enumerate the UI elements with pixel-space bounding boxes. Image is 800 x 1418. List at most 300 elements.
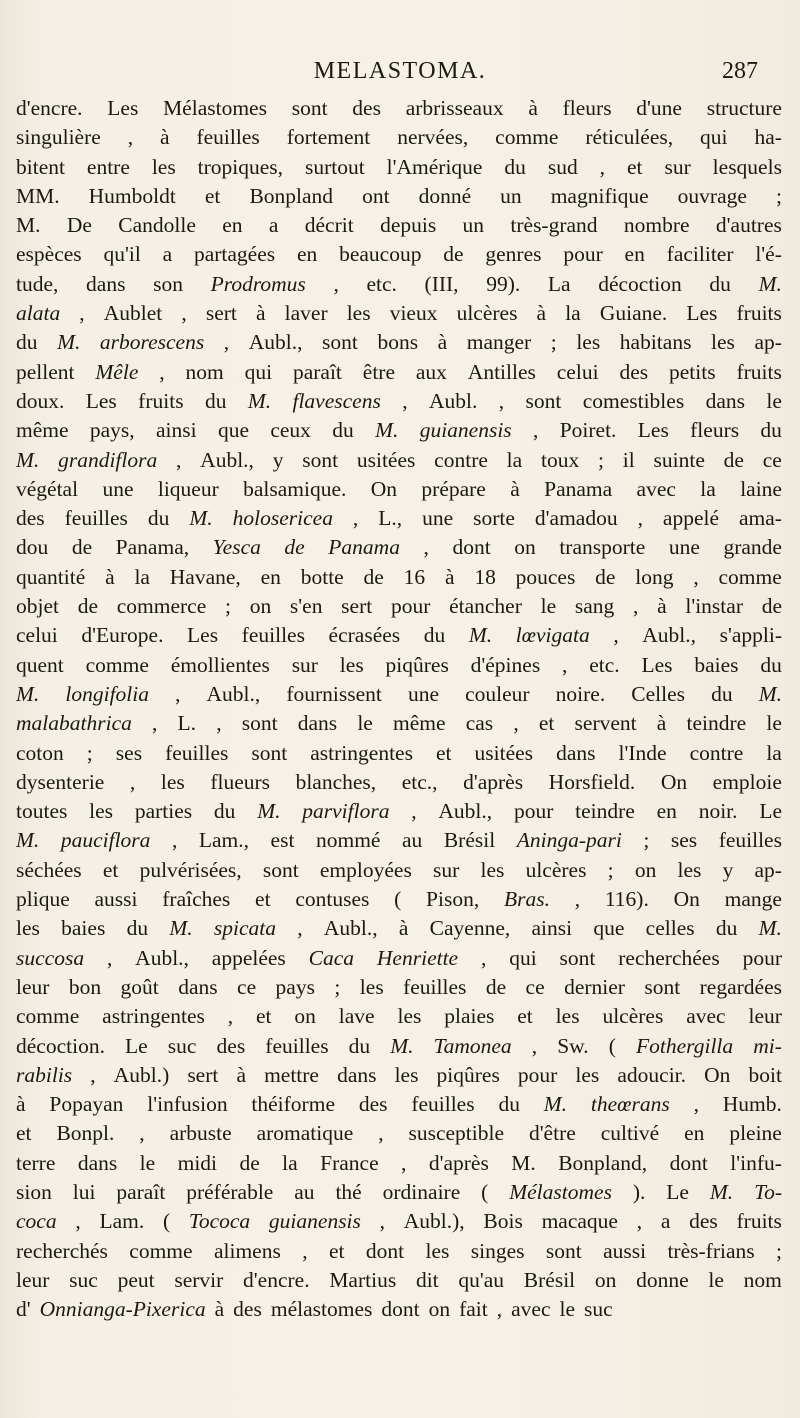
word: pour xyxy=(390,594,431,619)
word: une xyxy=(668,535,700,560)
word: ainsi xyxy=(156,418,197,443)
word: commerce xyxy=(116,594,207,619)
word: très-grand xyxy=(510,213,598,238)
word: , xyxy=(227,1004,234,1029)
word: Guiane. xyxy=(599,301,668,326)
text-line xyxy=(16,94,782,123)
word: on xyxy=(249,594,272,619)
word: comme xyxy=(16,1004,80,1029)
word: des xyxy=(16,506,45,531)
word: , xyxy=(533,418,539,443)
word: pour xyxy=(513,799,554,824)
word: aux xyxy=(415,359,447,384)
word: , xyxy=(613,623,619,648)
word: pays, xyxy=(89,418,135,443)
word: employées xyxy=(319,857,412,882)
word: de xyxy=(77,594,99,619)
word: ce xyxy=(525,974,545,999)
word: De xyxy=(66,213,92,238)
word: les xyxy=(346,301,371,326)
word: , xyxy=(423,535,429,560)
text-line xyxy=(16,416,782,445)
word: paraît xyxy=(292,359,342,384)
word: d'Europe. xyxy=(81,623,164,648)
word: parties xyxy=(134,799,193,824)
word: dou xyxy=(16,535,49,560)
word: pellent xyxy=(16,359,75,384)
word: 16 xyxy=(403,564,426,589)
word: emploie xyxy=(712,769,782,794)
text-line xyxy=(16,533,782,562)
word: d'amadou xyxy=(534,506,618,531)
word: Aublet xyxy=(103,301,163,326)
word: ses xyxy=(670,828,698,853)
word: les xyxy=(677,857,702,882)
word: de xyxy=(363,564,384,589)
word: Aubl. xyxy=(428,388,478,413)
word: d' xyxy=(16,1297,31,1322)
italic-word: M. xyxy=(16,681,40,706)
word: ce xyxy=(762,447,782,472)
word: transporte xyxy=(559,535,646,560)
word: Mélastomes xyxy=(163,96,267,120)
word: d'être xyxy=(528,1121,576,1146)
word: au xyxy=(402,828,423,853)
word: les xyxy=(425,1238,450,1263)
word: lesquels xyxy=(712,154,782,179)
word: flueurs xyxy=(210,769,271,794)
word: en xyxy=(684,1121,705,1146)
word: entre xyxy=(86,154,130,179)
word: qui xyxy=(509,945,537,970)
word: sert xyxy=(205,301,237,326)
word: y xyxy=(722,857,734,882)
word: nom xyxy=(185,359,224,384)
word: l'é- xyxy=(755,242,782,267)
word: réticulées, xyxy=(585,125,674,150)
word: M. xyxy=(16,213,41,238)
word: pour xyxy=(742,945,782,970)
word: d'encre. xyxy=(16,96,83,120)
word: Bonpl. xyxy=(56,1121,115,1146)
italic-word: M. xyxy=(375,418,399,443)
word: , xyxy=(223,330,230,355)
word: feuilles xyxy=(265,1033,329,1058)
word: susceptible xyxy=(408,1121,505,1146)
italic-word: Henriette xyxy=(376,945,459,970)
word: , xyxy=(562,652,568,677)
word: sont xyxy=(545,1238,582,1263)
word: Le xyxy=(759,799,782,824)
word: dont xyxy=(669,1150,708,1175)
text-line xyxy=(16,358,782,387)
word: contuses xyxy=(295,887,370,912)
word: botte xyxy=(300,564,344,589)
italic-word: M. xyxy=(169,916,193,941)
word: sur xyxy=(664,154,691,179)
word: recherchés xyxy=(16,1238,108,1263)
word: ont xyxy=(362,183,390,208)
word: feuilles xyxy=(403,974,467,999)
italic-word: To- xyxy=(754,1179,782,1204)
word: nommé xyxy=(315,828,381,853)
word: du xyxy=(204,388,227,413)
word: à xyxy=(236,1062,246,1087)
word: , xyxy=(90,1062,96,1087)
word: ). xyxy=(632,1179,646,1204)
word: sont xyxy=(644,974,681,999)
word: en xyxy=(260,564,281,589)
text-line xyxy=(16,944,782,973)
word: du xyxy=(213,799,236,824)
word: de xyxy=(485,974,507,999)
word: l'instar xyxy=(685,594,743,619)
italic-word: lœvigata xyxy=(515,623,590,648)
word: des xyxy=(689,1209,718,1234)
word: nervées, xyxy=(397,125,469,150)
word: ap- xyxy=(754,857,782,882)
word: baies xyxy=(61,916,106,941)
word: Le xyxy=(125,1033,148,1058)
text-line xyxy=(16,1295,782,1324)
word: comme xyxy=(129,1238,193,1263)
word: les xyxy=(394,1062,419,1087)
word: séchées xyxy=(16,857,82,882)
word: , xyxy=(181,301,187,326)
word: très-frians xyxy=(667,1238,755,1263)
word: Aubl., xyxy=(206,681,261,706)
word: feuilles xyxy=(411,1092,475,1117)
word: macaque xyxy=(541,1209,618,1234)
word: leur xyxy=(16,974,50,999)
word: on xyxy=(634,857,657,882)
word: habitans xyxy=(619,330,692,355)
italic-word: guianensis xyxy=(268,1209,361,1234)
word: s'en xyxy=(289,594,323,619)
word: y xyxy=(272,447,284,472)
word: les xyxy=(555,1004,580,1029)
word: du xyxy=(16,330,38,355)
text-line xyxy=(16,504,782,533)
word: de xyxy=(239,1150,260,1175)
italic-word: M. xyxy=(16,447,40,472)
word: à xyxy=(528,96,538,120)
word: du xyxy=(498,1092,520,1117)
word: dont xyxy=(381,1297,420,1322)
word: adoucir. xyxy=(617,1062,687,1087)
word: ; xyxy=(224,594,231,619)
word: comme xyxy=(718,564,782,589)
word: tude, xyxy=(16,271,59,296)
word: on xyxy=(428,1297,451,1322)
word: On xyxy=(673,887,700,912)
word: sud xyxy=(547,154,578,179)
word: fruits xyxy=(736,1209,782,1234)
word: celles xyxy=(645,916,695,941)
italic-word: theœrans xyxy=(590,1092,670,1117)
word: , xyxy=(636,1209,643,1234)
word: leur xyxy=(16,1267,50,1292)
word: Aubl.), xyxy=(403,1209,465,1234)
word: Panama xyxy=(544,476,613,501)
word: avec xyxy=(686,1004,726,1029)
word: à xyxy=(398,916,409,941)
body-text xyxy=(16,94,782,1324)
word: Les xyxy=(637,418,669,443)
word: émollientes xyxy=(170,652,270,677)
word: de xyxy=(443,242,464,267)
word: , xyxy=(216,711,222,736)
word: mange xyxy=(724,887,782,912)
word: petits xyxy=(668,359,716,384)
word: le xyxy=(357,711,373,736)
italic-word: Tamonea xyxy=(433,1033,512,1058)
text-line xyxy=(16,446,782,475)
word: Aubl.) xyxy=(113,1062,170,1087)
italic-word: M. xyxy=(468,623,493,648)
word: de xyxy=(595,564,616,589)
word: liqueur xyxy=(157,476,219,501)
word: et xyxy=(16,1121,32,1146)
word: , xyxy=(480,945,487,970)
word: aussi xyxy=(94,887,138,912)
word: la xyxy=(700,476,716,501)
text-line xyxy=(16,153,782,182)
word: théiforme xyxy=(251,1092,335,1117)
word: Sw. xyxy=(557,1033,589,1058)
word: ainsi xyxy=(531,916,573,941)
text-line xyxy=(16,1032,782,1061)
word: contre xyxy=(689,740,744,765)
word: peut xyxy=(117,1267,155,1292)
text-line xyxy=(16,709,782,738)
word: objet xyxy=(16,594,59,619)
word: Poiret. xyxy=(559,418,617,443)
word: du xyxy=(711,681,733,706)
text-line xyxy=(16,240,782,269)
text-line xyxy=(16,270,782,299)
word: décoction xyxy=(598,271,682,296)
word: écrasées xyxy=(328,623,401,648)
word: On xyxy=(370,476,398,501)
word: donne xyxy=(636,1267,689,1292)
word: ses xyxy=(115,740,143,765)
word: les xyxy=(711,330,735,355)
word: du xyxy=(423,623,446,648)
italic-word: Mêle xyxy=(95,359,139,384)
word: ; xyxy=(775,183,782,208)
word: donné xyxy=(418,183,472,208)
text-line xyxy=(16,1061,782,1090)
word: etc. xyxy=(589,652,620,677)
word: avec xyxy=(636,476,676,501)
word: , xyxy=(139,1121,145,1146)
italic-word: M. xyxy=(390,1033,414,1058)
word: , xyxy=(637,506,643,531)
word: Bonpland, xyxy=(558,1150,648,1175)
word: singulière xyxy=(16,125,101,150)
word: Brésil xyxy=(523,1267,576,1292)
italic-word: Caca xyxy=(308,945,355,970)
word: quent xyxy=(16,652,64,677)
word: et xyxy=(102,857,119,882)
word: décrit xyxy=(304,213,354,238)
page-number: 287 xyxy=(722,58,758,84)
word: dysenterie xyxy=(16,769,105,794)
word: des xyxy=(352,96,381,120)
word: plique xyxy=(16,887,70,912)
word: dans xyxy=(705,388,745,413)
word: ; xyxy=(86,740,93,765)
word: , xyxy=(599,154,606,179)
text-line xyxy=(16,182,782,211)
italic-word: M. xyxy=(758,916,782,941)
word: sont xyxy=(322,330,358,355)
word: les xyxy=(160,769,185,794)
word: fait xyxy=(459,1297,488,1322)
italic-word: M. xyxy=(257,799,281,824)
word: Panama, xyxy=(115,535,190,560)
word: , xyxy=(401,1150,407,1175)
word: sont xyxy=(302,447,339,472)
text-line xyxy=(16,592,782,621)
word: bitent xyxy=(16,154,65,179)
italic-word: longifolia xyxy=(65,681,149,706)
header-title: MELASTOMA. xyxy=(313,58,487,84)
word: à xyxy=(160,125,170,150)
word: être xyxy=(362,359,395,384)
word: suc xyxy=(167,1033,197,1058)
italic-word: M. xyxy=(57,330,81,355)
word: suinte xyxy=(653,447,705,472)
word: l'Inde xyxy=(618,740,667,765)
word: surtout xyxy=(304,154,365,179)
word: teindre xyxy=(575,799,635,824)
word: fortement xyxy=(286,125,371,150)
word: cultivé xyxy=(600,1121,660,1146)
word: s'appli- xyxy=(719,623,782,648)
word: il xyxy=(622,447,635,472)
word: ; xyxy=(643,828,650,853)
word: que xyxy=(217,418,249,443)
word: son xyxy=(153,271,183,296)
word: à xyxy=(657,594,667,619)
italic-word: M. xyxy=(247,388,272,413)
word: 99). xyxy=(486,271,521,296)
word: a xyxy=(268,213,279,238)
text-line xyxy=(16,328,782,357)
word: végétal xyxy=(16,476,79,501)
text-line xyxy=(16,651,782,680)
word: fournissent xyxy=(286,681,382,706)
text-line xyxy=(16,680,782,709)
word: les xyxy=(480,857,505,882)
word: , xyxy=(496,1297,503,1322)
word: La xyxy=(547,271,571,296)
word: sont xyxy=(251,740,288,765)
word: ; xyxy=(334,974,341,999)
word: du xyxy=(332,418,354,443)
word: usitées xyxy=(356,447,416,472)
word: et xyxy=(435,740,452,765)
text-line xyxy=(16,1237,782,1266)
italic-word: malabathrica xyxy=(16,711,132,736)
word: dans xyxy=(77,1150,118,1175)
word: suc xyxy=(69,1267,98,1292)
word: Les xyxy=(641,652,673,677)
word: fruits xyxy=(138,388,184,413)
word: On xyxy=(660,769,688,794)
word: les xyxy=(359,974,384,999)
word: que xyxy=(593,916,625,941)
word: des xyxy=(619,359,649,384)
word: plaies xyxy=(444,1004,495,1029)
word: sur xyxy=(433,857,460,882)
text-line xyxy=(16,856,782,885)
word: Les xyxy=(187,623,219,648)
word: ( xyxy=(162,1209,171,1234)
text-line xyxy=(16,768,782,797)
word: du xyxy=(760,652,782,677)
word: , xyxy=(693,1092,699,1117)
word: ulcères xyxy=(525,857,587,882)
word: , xyxy=(378,1121,384,1146)
word: les xyxy=(575,1062,600,1087)
word: à xyxy=(105,564,115,589)
text-line xyxy=(16,1002,782,1031)
word: piqûres xyxy=(436,1062,500,1087)
word: d'encre. xyxy=(243,1267,310,1292)
word: pour xyxy=(563,242,603,267)
word: balsamique. xyxy=(243,476,347,501)
word: couleur xyxy=(465,681,530,706)
word: fleurs xyxy=(562,96,612,120)
word: , xyxy=(498,388,505,413)
word: même xyxy=(16,418,69,443)
word: doux. xyxy=(16,388,65,413)
word: structure xyxy=(706,96,782,120)
word: du xyxy=(147,506,170,531)
word: sorte xyxy=(473,506,515,531)
italic-word: pauciflora xyxy=(60,828,151,853)
text-line xyxy=(16,1119,782,1148)
word: en xyxy=(624,242,645,267)
italic-word: M. xyxy=(543,1092,568,1117)
word: la xyxy=(282,1150,298,1175)
word: astringentes xyxy=(102,1004,205,1029)
word: , xyxy=(171,828,178,853)
word: du xyxy=(715,916,738,941)
word: appelé xyxy=(662,506,720,531)
word: Aubl., xyxy=(438,799,493,824)
word: coton xyxy=(16,740,64,765)
italic-word: grandiflora xyxy=(58,447,158,472)
word: quantité xyxy=(16,564,86,589)
word: recherchées xyxy=(618,945,720,970)
word: les xyxy=(151,154,176,179)
word: Aubl., xyxy=(200,447,254,472)
word: du xyxy=(126,916,149,941)
word: comme xyxy=(495,125,559,150)
word: d'autres xyxy=(715,213,782,238)
word: Humb. xyxy=(722,1092,782,1117)
italic-word: parviflora xyxy=(302,799,390,824)
word: , xyxy=(129,769,136,794)
word: Brésil xyxy=(443,828,496,853)
text-line xyxy=(16,299,782,328)
word: beaucoup xyxy=(339,242,422,267)
word: boit xyxy=(748,1062,782,1087)
